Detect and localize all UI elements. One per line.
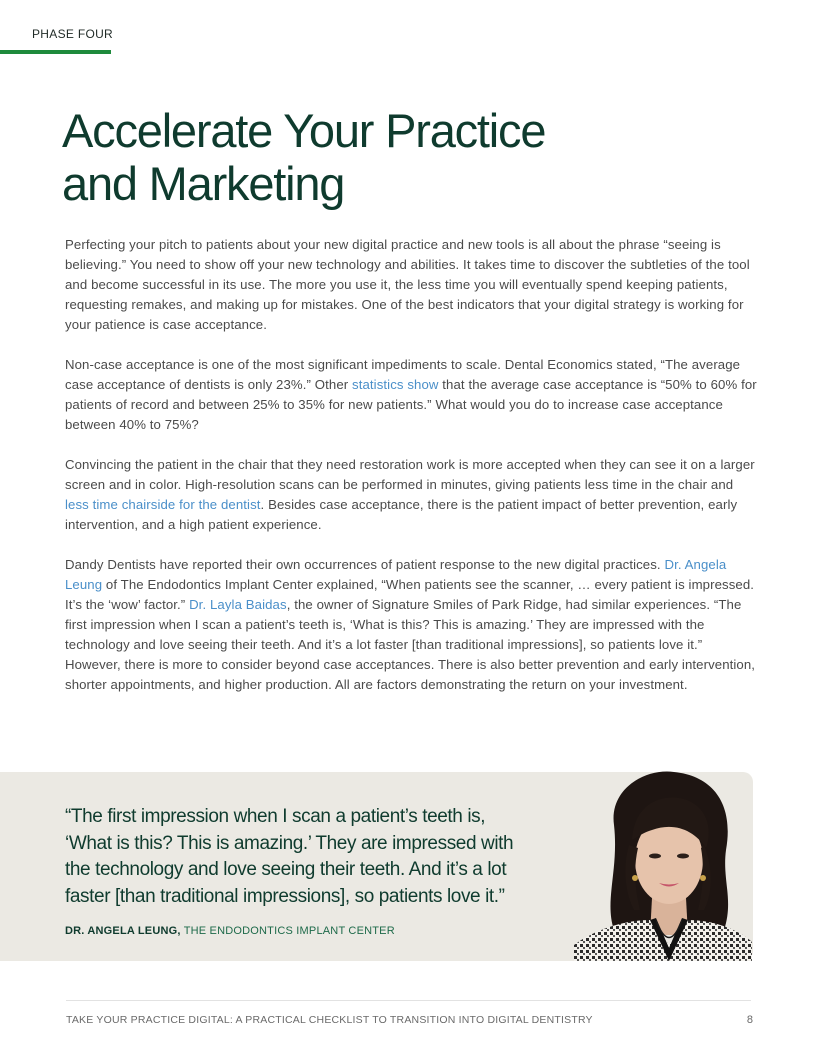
chairside-link[interactable]: less time chairside for the dentist xyxy=(65,497,261,512)
pull-quote: “The first impression when I scan a patient’s teeth is, ‘What is this? This is amazing.’ They are impressed with the technology and love seeing their teeth. And it’s a lot faster [than traditional impressions], so patients love it.” xyxy=(65,806,514,907)
title-line-2: and Marketing xyxy=(62,157,345,210)
paragraph-4 xyxy=(65,555,757,695)
attribution-org: THE ENDODONTICS IMPLANT CENTER xyxy=(180,925,395,937)
paragraph-2-text-a: Non-case acceptance is one of the most significant impediments to scale. Dental Economics stated, “The average case acceptance of dentists is only 23%.” Other xyxy=(65,357,741,392)
title-line-1: Accelerate Your Practice xyxy=(62,104,546,157)
phase-underline xyxy=(0,50,111,54)
angela-leung-link[interactable]: Dr. Angela Leung xyxy=(65,557,727,592)
paragraph-3-text-a: Convincing the patient in the chair that they need restoration work is more accepted when they can see it on a larger screen and in color. High-resolution scans can be performed in minutes, giving patients less time in the chair and xyxy=(65,457,755,492)
quote-attribution xyxy=(65,925,395,937)
portrait-photo xyxy=(574,770,752,961)
paragraph-2 xyxy=(65,355,757,435)
paragraph-2-text-b: that the average case acceptance is “50% to 60% for patients of record and between 25% to 35% for new patients.” What would you do to increase case acceptance between 40% to 75%? xyxy=(65,377,757,432)
body-text xyxy=(65,235,757,715)
paragraph-3 xyxy=(65,455,757,535)
attribution-name: DR. ANGELA LEUNG, xyxy=(65,925,181,937)
statistics-link[interactable]: statistics show xyxy=(352,377,439,392)
footer-title: TAKE YOUR PRACTICE DIGITAL: A PRACTICAL CHECKLIST TO TRANSITION INTO DIGITAL DENTISTRY xyxy=(66,1014,593,1026)
paragraph-4-text-c: , the owner of Signature Smiles of Park Ridge, had similar experiences. “The first impression when I scan a patient’s teeth is, ‘What is this? This is amazing.’ They are impressed with the technology and love seeing their teeth. And it’s a lot faster [than traditional impressions], so patients love it.” However, there is more to consider beyond case acceptances. There is also better prevention and early intervention, shorter appointments, and higher production. All are factors demonstrating the return on your investment. xyxy=(65,597,756,692)
paragraph-1: Perfecting your pitch to patients about your new digital practice and new tools is all about the phrase “seeing is believing.” You need to show off your new technology and abilities. It takes time to discover the subtleties of the tool and become successful in its use. The more you use it, the less time you will eventually spend keeping patients, requesting remakes, and making up for mistakes. One of the best indicators that your digital strategy is working for your patience is case acceptance. xyxy=(65,237,750,332)
page-number: 8 xyxy=(746,1014,753,1026)
paragraph-4-text-b: of The Endodontics Implant Center explained, “When patients see the scanner, … every patient is impressed. It’s the ‘wow’ factor.” xyxy=(65,577,755,612)
layla-baidas-link[interactable]: Dr. Layla Baidas xyxy=(189,597,287,612)
phase-label: PHASE FOUR xyxy=(32,27,114,41)
paragraph-4-text-a: Dandy Dentists have reported their own occurrences of patient response to the new digital practices. xyxy=(65,557,665,572)
paragraph-3-text-b: . Besides case acceptance, there is the patient impact of better prevention, early intervention, and a high patient experience. xyxy=(65,497,738,532)
footer-rule xyxy=(66,1000,751,1001)
page-title xyxy=(62,104,545,210)
